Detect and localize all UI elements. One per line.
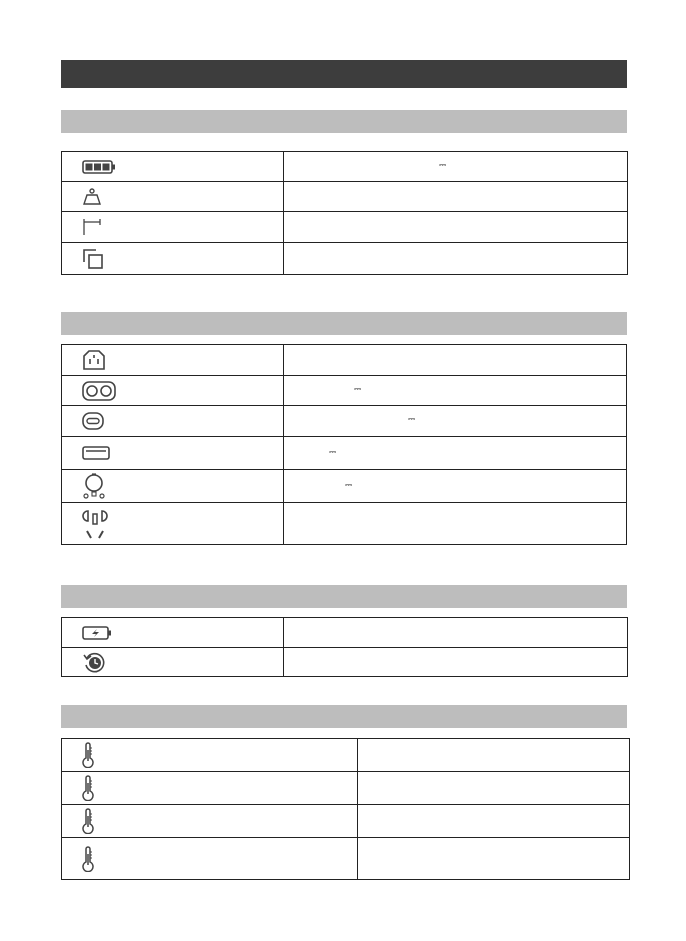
car-port-icon [82, 381, 116, 401]
dimension-icon [82, 217, 102, 237]
dc-symbol: ⎓ [354, 384, 361, 394]
dc-symbol: ⎓ [329, 447, 336, 457]
table-row [62, 345, 627, 376]
table-row [62, 618, 628, 648]
usb-c-icon [82, 412, 104, 430]
dc5521-icon [82, 472, 106, 500]
title-banner [61, 60, 627, 88]
thermometer-icon [82, 775, 94, 801]
usb-a-icon [82, 446, 110, 460]
table-row [62, 470, 627, 503]
thermometer-icon [82, 808, 94, 834]
size-icon [82, 248, 104, 270]
table-row [62, 152, 628, 182]
cycle-life-icon [82, 650, 106, 674]
table-row [62, 406, 627, 437]
table-row [62, 243, 628, 275]
battery-icon [82, 160, 116, 174]
table-row [62, 376, 627, 406]
thermometer-icon [82, 846, 94, 872]
table-row [62, 182, 628, 212]
table-row [62, 437, 627, 470]
table-row [62, 772, 630, 805]
table-row [62, 648, 628, 677]
temperature-spec-table [61, 738, 630, 880]
dc-symbol: ⎓ [345, 480, 352, 490]
table-row [62, 503, 627, 545]
section-header-battery [61, 110, 627, 133]
thermometer-icon [82, 742, 94, 768]
weight-icon [82, 188, 102, 206]
section-header-charging [61, 585, 627, 608]
dc-symbol: ⎓ [439, 160, 446, 170]
charging-battery-icon [82, 626, 112, 640]
section-header-output [61, 312, 627, 335]
table-row [62, 212, 628, 243]
table-row [62, 838, 630, 880]
section-header-temperature [61, 705, 627, 728]
universal-socket-icon [82, 507, 108, 541]
dc-symbol: ⎓ [408, 414, 415, 424]
output-spec-table [61, 344, 627, 545]
table-row [62, 739, 630, 772]
charging-spec-table [61, 617, 628, 677]
table-row [62, 805, 630, 838]
battery-spec-table [61, 151, 628, 275]
ac-outlet-icon [82, 349, 106, 371]
